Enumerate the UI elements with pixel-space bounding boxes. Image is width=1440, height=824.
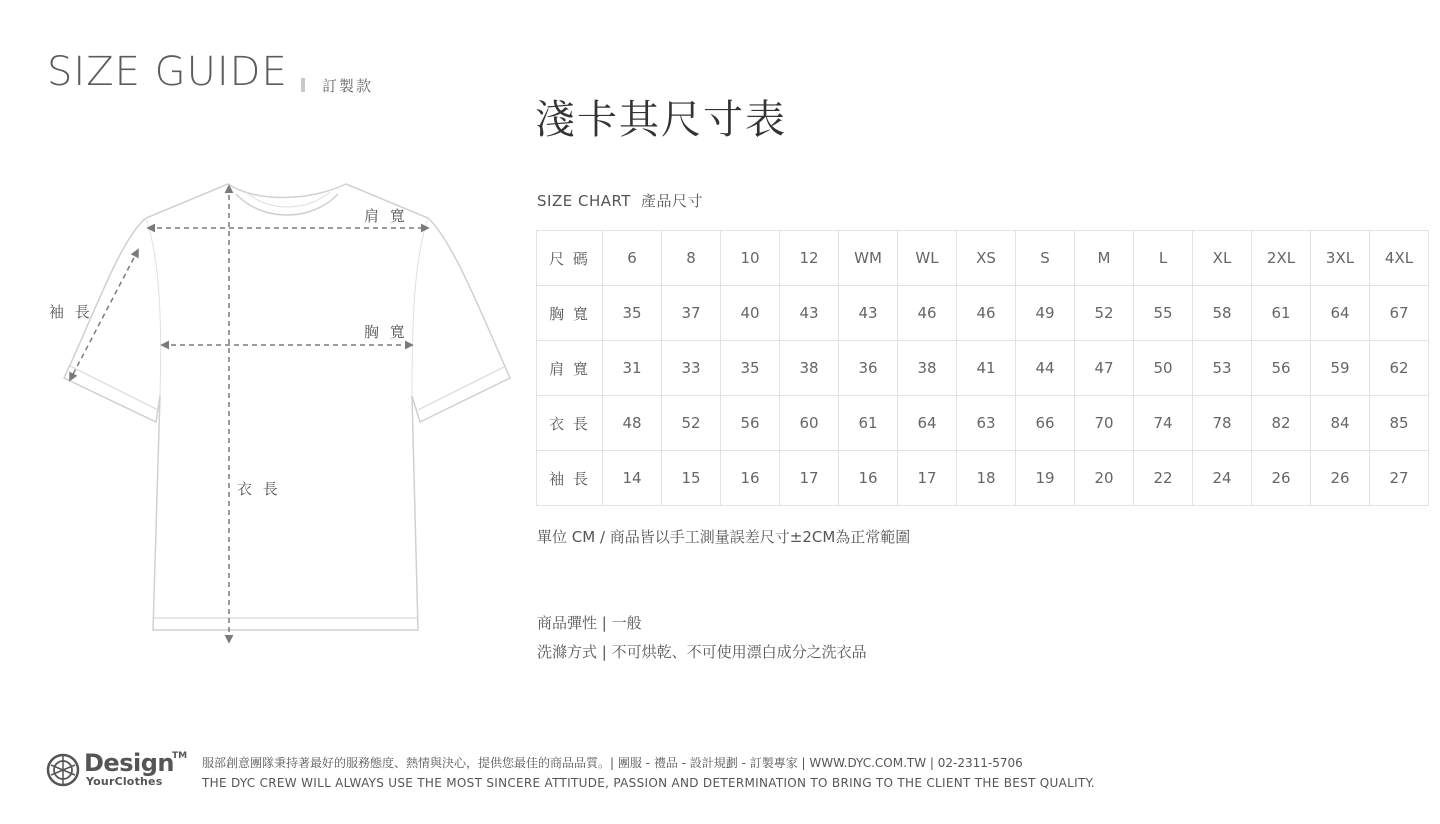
- washing-info: 洗滌方式 | 不可烘乾、不可使用漂白成分之洗衣品: [537, 643, 867, 661]
- table-row: [537, 396, 1429, 451]
- unit-note: 單位 CM / 商品皆以手工測量誤差尺寸±2CM為正常範圍: [537, 528, 911, 546]
- footer-tagline-zh: 服部創意團隊秉持著最好的服務態度、熱情與決心，提供您最佳的商品品質。| 團服 - 禮品 - 設計規劃 - 訂製專家 | WWW.DYC.COM.TW | 02-2311-5706: [202, 756, 1023, 770]
- table-cell: 48: [603, 396, 662, 451]
- table-cell: 50: [1134, 341, 1193, 396]
- table-cell: 16: [721, 451, 780, 506]
- table-cell: 40: [721, 286, 780, 341]
- table-cell: 12: [780, 231, 839, 286]
- table-cell: 17: [898, 451, 957, 506]
- tshirt-diagram: [40, 170, 520, 660]
- table-cell: WL: [898, 231, 957, 286]
- table-cell: 78: [1193, 396, 1252, 451]
- table-cell: 36: [839, 341, 898, 396]
- size-chart-label-zh: 產品尺寸: [640, 192, 703, 210]
- table-cell: L: [1134, 231, 1193, 286]
- table-cell: 15: [662, 451, 721, 506]
- table-cell: 60: [780, 396, 839, 451]
- table-cell: 61: [1252, 286, 1311, 341]
- table-cell: 20: [1075, 451, 1134, 506]
- table-cell: M: [1075, 231, 1134, 286]
- size-table: [536, 230, 1429, 506]
- table-cell: 27: [1370, 451, 1429, 506]
- table-cell: 37: [662, 286, 721, 341]
- footer-tagline-en: THE DYC CREW WILL ALWAYS USE THE MOST SINCERE ATTITUDE, PASSION AND DETERMINATION TO BRING TO THE CLIENT THE BEST QUALITY.: [202, 776, 1095, 790]
- table-cell: 56: [721, 396, 780, 451]
- shoulder-label: 肩 寬: [364, 207, 408, 225]
- table-cell: 58: [1193, 286, 1252, 341]
- table-cell: 44: [1016, 341, 1075, 396]
- table-cell: 53: [1193, 341, 1252, 396]
- table-cell: 35: [721, 341, 780, 396]
- elasticity-info: 商品彈性 | 一般: [537, 614, 642, 632]
- table-cell: 47: [1075, 341, 1134, 396]
- table-cell: 43: [839, 286, 898, 341]
- table-row-label: 尺 碼: [537, 231, 603, 286]
- size-chart-label-en: SIZE CHART: [537, 192, 631, 210]
- table-cell: 62: [1370, 341, 1429, 396]
- table-cell: 46: [957, 286, 1016, 341]
- table-cell: 55: [1134, 286, 1193, 341]
- dyc-logo: [46, 751, 186, 793]
- table-row: [537, 231, 1429, 286]
- table-cell: 84: [1311, 396, 1370, 451]
- table-cell: 35: [603, 286, 662, 341]
- logo-trademark: TM: [172, 751, 188, 761]
- table-cell: 3XL: [1311, 231, 1370, 286]
- table-cell: 74: [1134, 396, 1193, 451]
- table-cell: WM: [839, 231, 898, 286]
- table-row-label: 肩 寬: [537, 341, 603, 396]
- table-cell: 85: [1370, 396, 1429, 451]
- size-guide-title: SIZE GUIDE: [47, 49, 288, 95]
- table-cell: 14: [603, 451, 662, 506]
- table-cell: 18: [957, 451, 1016, 506]
- length-label: 衣 長: [237, 480, 281, 498]
- table-row: [537, 341, 1429, 396]
- table-cell: 22: [1134, 451, 1193, 506]
- table-cell: 56: [1252, 341, 1311, 396]
- table-cell: 43: [780, 286, 839, 341]
- table-cell: 6: [603, 231, 662, 286]
- table-row: [537, 286, 1429, 341]
- table-cell: 8: [662, 231, 721, 286]
- tshirt-outline: [64, 184, 510, 630]
- title-divider: [301, 78, 305, 92]
- table-cell: 16: [839, 451, 898, 506]
- size-chart-heading: [537, 190, 703, 211]
- table-cell: XL: [1193, 231, 1252, 286]
- globe-icon: [46, 753, 80, 787]
- table-cell: 26: [1252, 451, 1311, 506]
- table-cell: 49: [1016, 286, 1075, 341]
- size-guide-subtitle: 訂製款: [322, 77, 374, 95]
- table-cell: 10: [721, 231, 780, 286]
- table-cell: 64: [1311, 286, 1370, 341]
- table-cell: 70: [1075, 396, 1134, 451]
- table-row-label: 衣 長: [537, 396, 603, 451]
- table-cell: 17: [780, 451, 839, 506]
- table-cell: 31: [603, 341, 662, 396]
- table-cell: 66: [1016, 396, 1075, 451]
- logo-subtext: YourClothes: [86, 775, 163, 788]
- table-cell: 52: [662, 396, 721, 451]
- table-cell: 33: [662, 341, 721, 396]
- table-cell: 38: [780, 341, 839, 396]
- table-cell: 24: [1193, 451, 1252, 506]
- table-cell: 82: [1252, 396, 1311, 451]
- table-cell: 63: [957, 396, 1016, 451]
- table-cell: S: [1016, 231, 1075, 286]
- product-size-title: 淺卡其尺寸表: [535, 97, 787, 143]
- table-cell: 61: [839, 396, 898, 451]
- logo-wordmark: Design: [84, 749, 174, 777]
- table-row: [537, 451, 1429, 506]
- table-cell: XS: [957, 231, 1016, 286]
- table-cell: 2XL: [1252, 231, 1311, 286]
- table-cell: 46: [898, 286, 957, 341]
- table-cell: 59: [1311, 341, 1370, 396]
- table-cell: 19: [1016, 451, 1075, 506]
- table-cell: 26: [1311, 451, 1370, 506]
- table-row-label: 袖 長: [537, 451, 603, 506]
- table-cell: 38: [898, 341, 957, 396]
- table-cell: 52: [1075, 286, 1134, 341]
- sleeve-label: 袖 長: [49, 303, 93, 321]
- table-cell: 64: [898, 396, 957, 451]
- table-cell: 41: [957, 341, 1016, 396]
- chest-label: 胸 寬: [364, 323, 408, 341]
- table-row-label: 胸 寬: [537, 286, 603, 341]
- table-cell: 67: [1370, 286, 1429, 341]
- table-cell: 4XL: [1370, 231, 1429, 286]
